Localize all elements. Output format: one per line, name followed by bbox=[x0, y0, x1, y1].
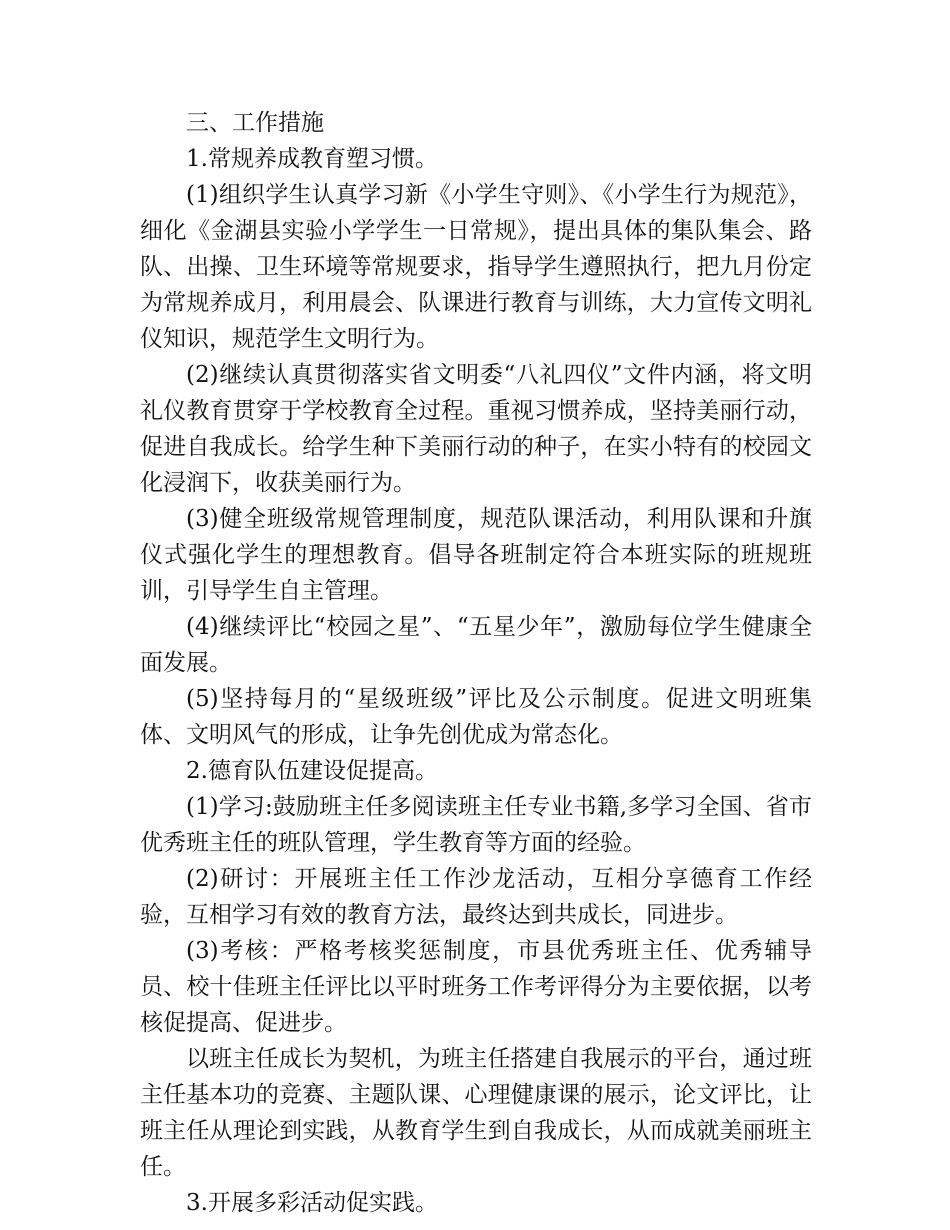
document-body bbox=[140, 105, 812, 1221]
paragraph: (2)研讨：开展班主任工作沙龙活动，互相分享德育工作经验，互相学习有效的教育方法，最终达到共成长，同进步。 bbox=[140, 866, 812, 928]
subsection-heading: 1.常规养成教育塑习惯。 bbox=[186, 146, 438, 172]
paragraph: (3)健全班级常规管理制度，规范队课活动，利用队课和升旗仪式强化学生的理想教育。倡导各班制定符合本班实际的班规班训，引导学生自主管理。 bbox=[140, 506, 812, 604]
subsection-heading: 3.开展多彩活动促实践。 bbox=[186, 1190, 438, 1216]
paragraph: (1)学习:鼓励班主任多阅读班主任专业书籍,多学习全国、省市优秀班主任的班队管理，学生教育等方面的经验。 bbox=[140, 794, 812, 856]
subsection-heading: 2.德育队伍建设促提高。 bbox=[186, 758, 438, 784]
paragraph: (1)组织学生认真学习新《小学生守则》、《小学生行为规范》，细化《金湖县实验小学学生一日常规》，提出具体的集队集会、路队、出操、卫生环境等常规要求，指导学生遵照执行，把九月份定为常规养成月，利用晨会、队课进行教育与训练，大力宣传文明礼仪知识，规范学生文明行为。 bbox=[140, 182, 812, 352]
paragraph: (4)继续评比“校园之星”、“五星少年”，激励每位学生健康全面发展。 bbox=[140, 614, 812, 676]
paragraph: 以班主任成长为契机，为班主任搭建自我展示的平台，通过班主任基本功的竞赛、主题队课、心理健康课的展示，论文评比，让班主任从理论到实践，从教育学生到自我成长，从而成就美丽班主任。 bbox=[140, 1046, 812, 1180]
paragraph: (5)坚持每月的“星级班级”评比及公示制度。促进文明班集体、文明风气的形成，让争先创优成为常态化。 bbox=[140, 686, 812, 748]
section-heading: 三、工作措施 bbox=[186, 110, 324, 136]
paragraph: (3)考核：严格考核奖惩制度，市县优秀班主任、优秀辅导员、校十佳班主任评比以平时班务工作考评得分为主要依据，以考核促提高、促进步。 bbox=[140, 938, 812, 1036]
paragraph: (2)继续认真贯彻落实省文明委“八礼四仪”文件内涵，将文明礼仪教育贯穿于学校教育全过程。重视习惯养成，坚持美丽行动，促进自我成长。给学生种下美丽行动的种子，在实小特有的校园文化浸润下，收获美丽行为。 bbox=[140, 362, 812, 496]
